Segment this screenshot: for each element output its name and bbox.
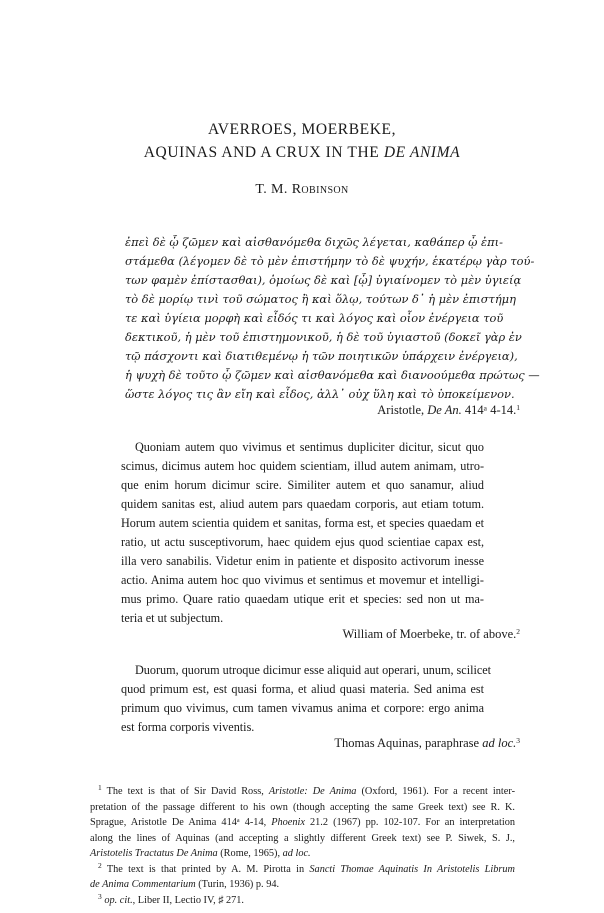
footnote-text: , Liber II, Lectio IV, ♯ 271. xyxy=(132,894,244,906)
article-title-line-2 xyxy=(0,144,604,162)
footnote-italic: op. cit. xyxy=(104,894,133,906)
footnote-ref-3[interactable]: 3 xyxy=(516,736,520,745)
attribution-italic: ad loc. xyxy=(482,736,517,750)
article-title-line-1: AVERROES, MOERBEKE, xyxy=(207,121,397,138)
moerbeke-quote-line: ratio, ut actu susceptivorum, haec quidem ejus quod scientiae capax est, xyxy=(121,535,484,549)
article-title-text: AQUINAS AND A CRUX IN THE xyxy=(143,144,384,161)
attribution-ref: 414ᵃ 4-14. xyxy=(461,403,517,417)
aquinas-quote-attribution xyxy=(334,736,520,751)
greek-quote-line: τὸ δὲ μορίῳ τινὶ τοῦ σώματος ἢ καὶ ὅλῳ, τούτων δ᾽ ἡ μὲν ἐπιστήμη xyxy=(125,292,516,306)
moerbeke-quote-line: Quoniam autem quo vivimus et sentimus dupliciter dicitur, sicut quo xyxy=(135,440,484,454)
footnote-1-line xyxy=(90,846,515,862)
attribution-author: Aristotle, xyxy=(377,403,428,417)
moerbeke-quote-line: illa vero sanabilis. Videtur enim in patiente et disposito activorum inesse xyxy=(121,554,484,568)
footnote-text: (Rome, 1965), xyxy=(217,848,283,859)
footnote-text: The text is that of Sir David Ross, xyxy=(101,786,269,797)
author-name xyxy=(0,182,604,198)
footnote-text: (Oxford, 1961). For a recent inter- xyxy=(356,786,516,797)
attribution-work: De An. xyxy=(427,403,462,417)
greek-quote-line: ὥστε λόγος τις ἂν εἴη καὶ εἶδος, ἀλλ᾽ οὐχ ὕλη καὶ τὸ ὑποκείμενον. xyxy=(125,387,515,401)
moerbeke-quote-line: actio. Anima autem hoc quo vivimus et sentimus et movemur et intelligi- xyxy=(121,573,484,587)
footnote-1-line: pretation of the passage different to his own (though accepting the same Greek text) see R. K. xyxy=(90,801,515,813)
footnote-italic: ad loc. xyxy=(282,848,311,859)
footnote-italic: de Anima Commentarium xyxy=(90,879,196,890)
article-title-italic: DE ANIMA xyxy=(383,144,461,161)
moerbeke-quote-line: mus primo. Quare ratio quaedam utique erit et species: sed non ut ma- xyxy=(121,592,484,606)
footnote-ref-2[interactable]: 2 xyxy=(516,627,520,636)
aquinas-quote xyxy=(121,661,492,737)
footnote-text: (Turin, 1936) p. 94. xyxy=(195,879,280,890)
greek-quote-attribution xyxy=(377,403,520,418)
moerbeke-quote-line: Horum autem scientia quidem et sanitas, forma est, et species quaedam et xyxy=(121,516,484,530)
moerbeke-quote-line: que enim horum dicimur scire. Similiter autem et quo sanamur, aliud xyxy=(121,478,484,492)
aquinas-quote-line: est forma corporis viventis. xyxy=(121,720,255,734)
moerbeke-quote-line: quidem sanitas est, aliud autem pars quaedam corporis, aut etiam totum. xyxy=(121,497,484,511)
footnote-1-line xyxy=(90,815,515,831)
footnote-text: Sprague, Aristotle De Anima 414ᵃ 4-14, xyxy=(90,817,272,828)
attribution-text: William of Moerbeke, tr. of above. xyxy=(342,627,517,641)
greek-quote-line: στάμεθα (λέγομεν δὲ τὸ μὲν ἐπιστήμην τὸ δὲ ψυχήν, ἑκατέρῳ γὰρ τού- xyxy=(125,254,535,268)
moerbeke-quote xyxy=(121,438,484,628)
greek-quote-line: ἐπεὶ δὲ ᾧ ζῶμεν καὶ αἰσθανόμεθα διχῶς λέγεται, καθάπερ ᾧ ἐπι- xyxy=(125,235,503,249)
author-surname: Robinson xyxy=(291,182,349,197)
moerbeke-quote-line: teria et ut subjectum. xyxy=(121,611,224,625)
greek-quote-line: τε καὶ ὑγίεια μορφὴ καὶ εἶδός τι καὶ λόγος καὶ οἷον ἐνέργεια τοῦ xyxy=(125,311,504,325)
footnote-1-line xyxy=(90,784,515,800)
footnote-italic: Sancti Thomae Aquinatis In Aristotelis Librum xyxy=(309,863,515,875)
aquinas-quote-line: quod primum est, est quasi forma, et aliud quasi materia. Sed anima est xyxy=(121,682,484,696)
footnote-2-line xyxy=(90,877,515,893)
footnotes xyxy=(90,784,515,908)
greek-quote xyxy=(125,233,540,404)
moerbeke-quote-attribution xyxy=(343,627,521,642)
greek-quote-line: ἡ ψυχὴ δὲ τοῦτο ᾧ ζῶμεν καὶ αἰσθανόμεθα καὶ διανοούμεθα πρώτως — xyxy=(125,368,540,382)
footnote-text: 21.2 (1967) pp. 102-107. For an interpretation xyxy=(304,817,515,828)
footnote-italic: Aristotle: De Anima xyxy=(268,786,357,797)
footnote-2-line xyxy=(90,862,515,878)
footnote-italic: Aristotelis Tractatus De Anima xyxy=(90,848,218,859)
greek-quote-line: τῷ πάσχοντι καὶ διατιθεμένῳ ἡ τῶν ποιητικῶν ὑπάρχειν ἐνέργεια), xyxy=(125,349,518,363)
footnote-3-line xyxy=(90,893,515,909)
footnote-mark-3: 3 xyxy=(98,891,102,901)
author-initials: T. M. xyxy=(255,182,292,197)
footnote-text: The text is that printed by A. M. Pirotta in xyxy=(101,863,310,875)
greek-quote-line: δεκτικοῦ, ἡ μὲν τοῦ ἐπιστημονικοῦ, ἡ δὲ τοῦ ὑγιαστοῦ (δοκεῖ γὰρ ἐν xyxy=(125,330,522,344)
attribution-text: Thomas Aquinas, paraphrase xyxy=(334,736,483,750)
footnote-mark-2: 2 xyxy=(98,860,102,870)
footnote-mark-1: 1 xyxy=(98,783,102,792)
greek-quote-line: των φαμὲν ἐπίστασθαι), ὁμοίως δὲ καὶ [ᾧ] ὑγιαίνομεν τὸ μὲν ὑγιείᾳ xyxy=(125,273,522,287)
footnote-ref-1[interactable]: 1 xyxy=(516,403,520,412)
aquinas-quote-line: Duorum, quorum utroque dicimur esse aliquid aut operari, unum, scilicet xyxy=(135,663,492,677)
moerbeke-quote-line: scimus, dicimus autem hoc quidem scientiam, illud autem animam, utro- xyxy=(121,459,484,473)
footnote-1-line: along the lines of Aquinas (and accepting a slightly different Greek text) see P. Siwek, S. J., xyxy=(90,832,515,844)
footnote-italic: Phoenix xyxy=(271,817,305,828)
aquinas-quote-line: primum quo vivimus, cum tamen vivamus anima et corpore: ergo anima xyxy=(121,701,484,715)
